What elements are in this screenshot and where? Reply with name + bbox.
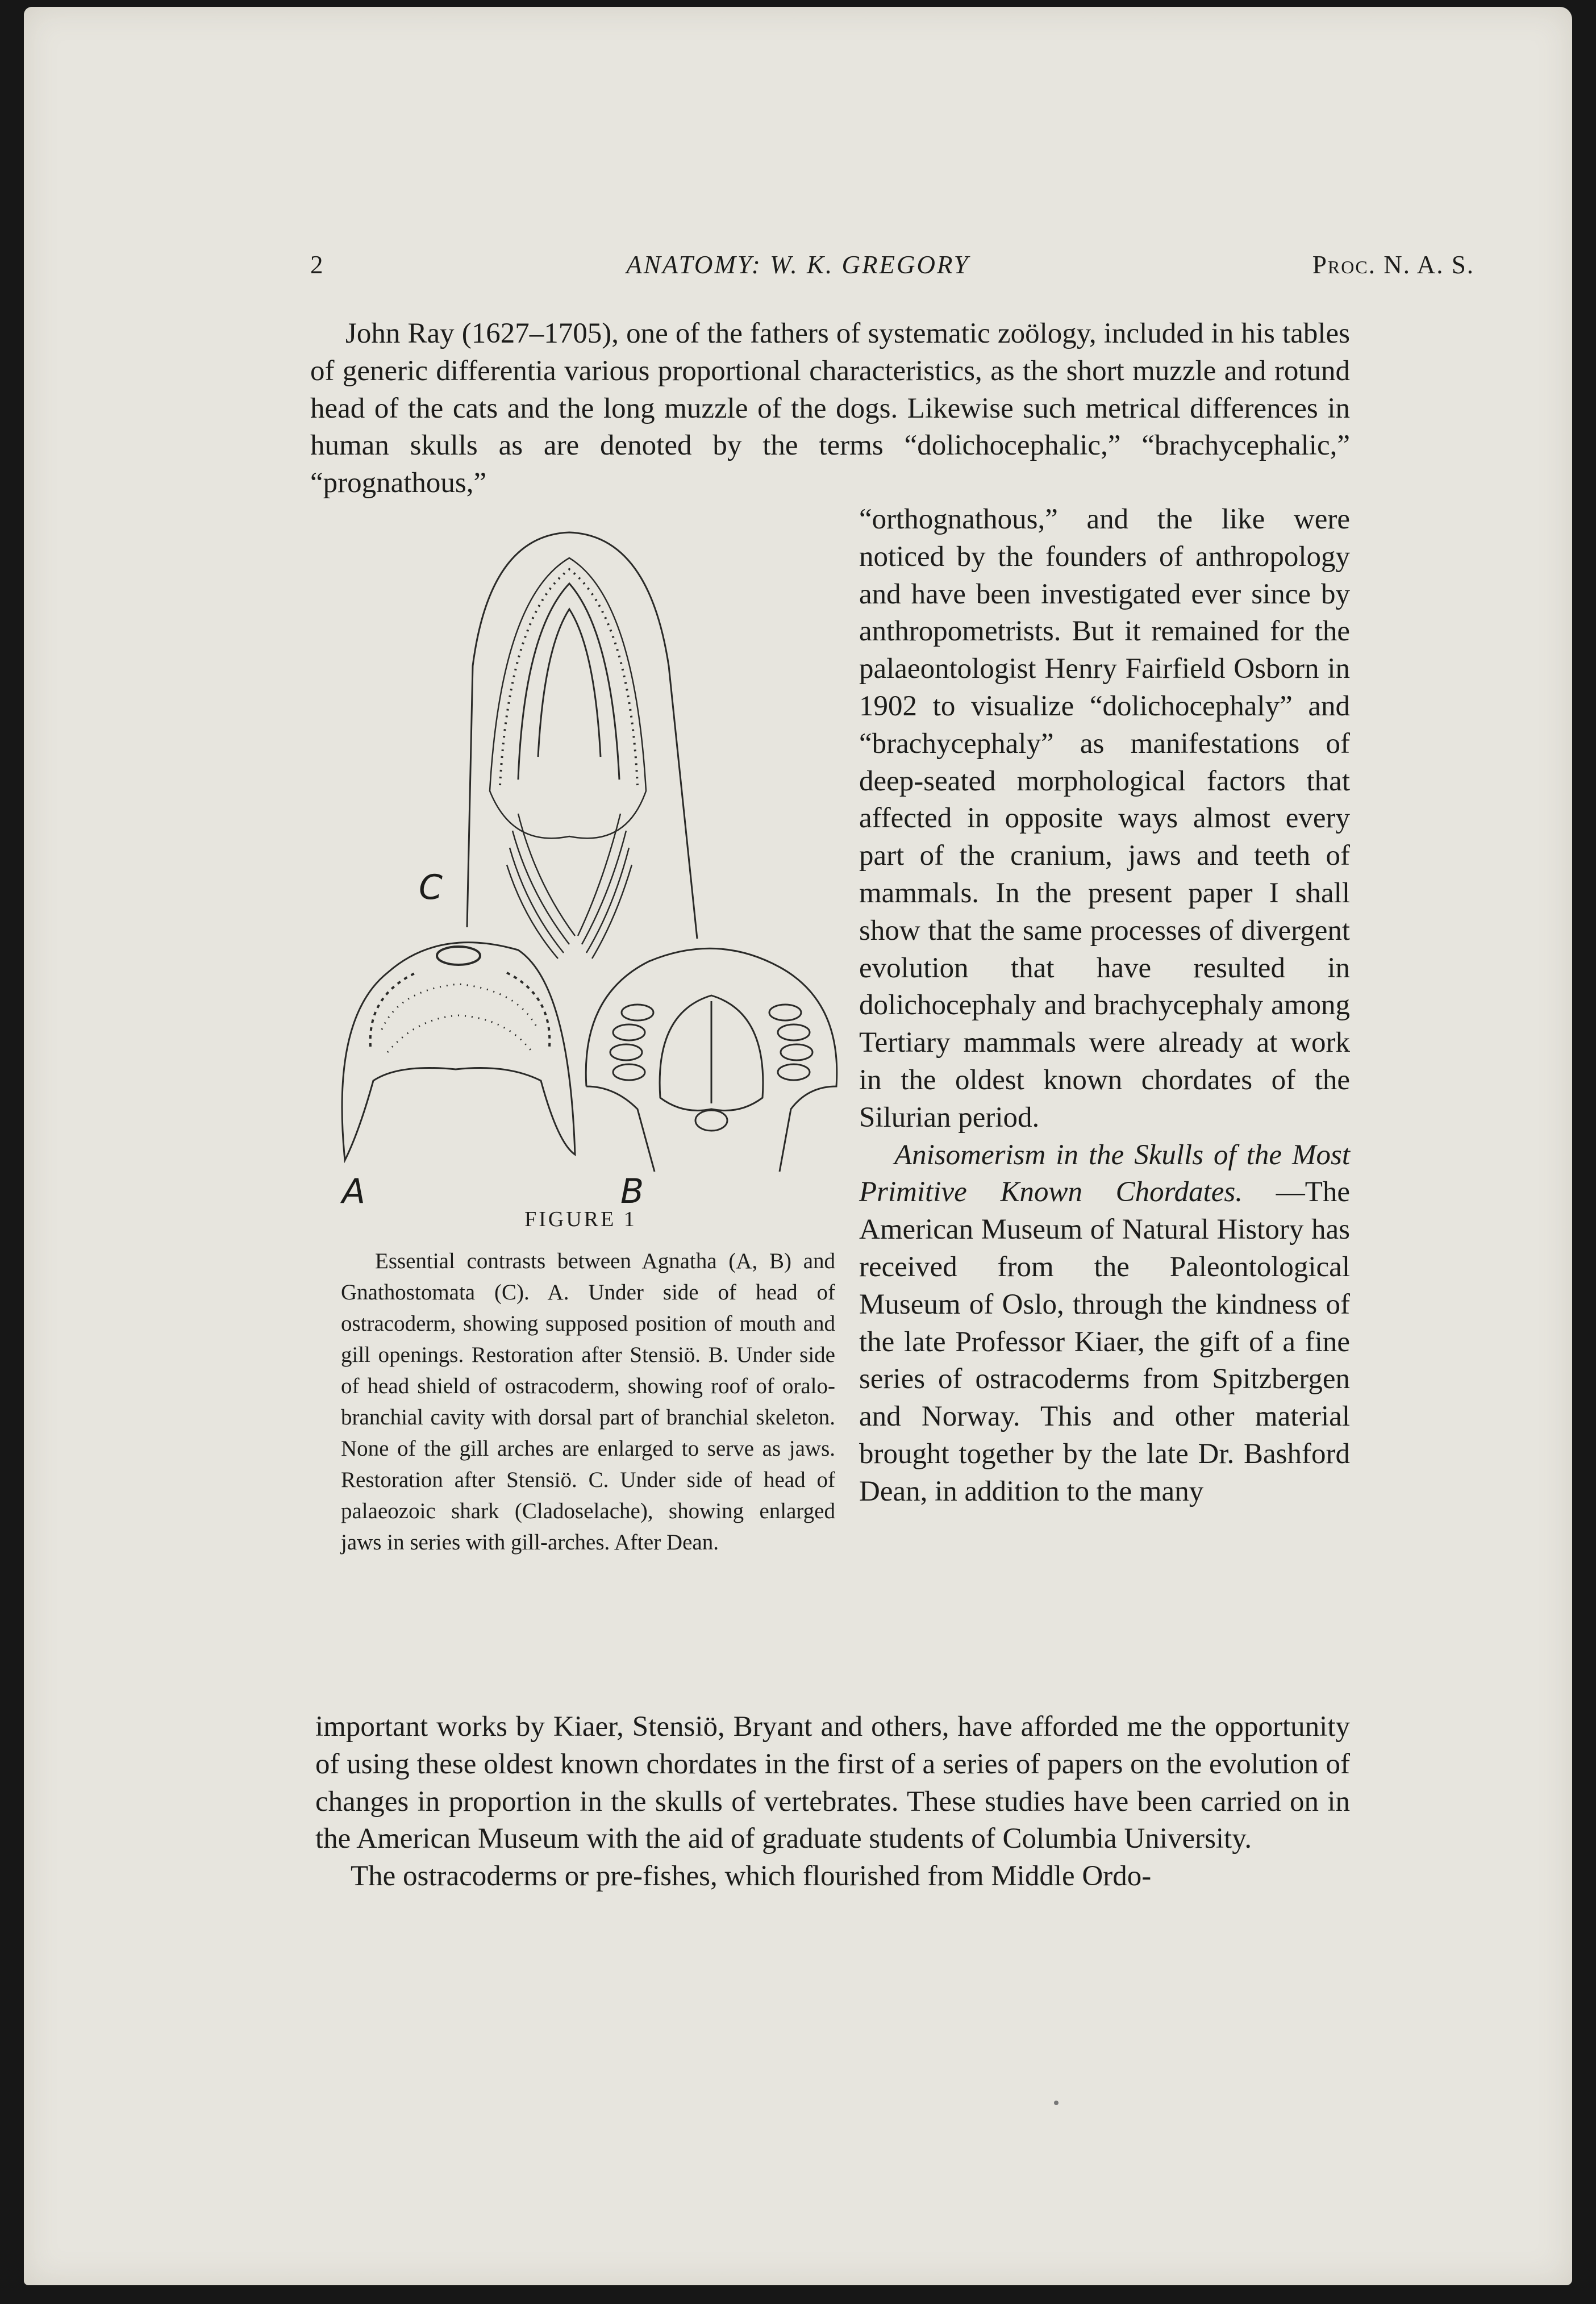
shark-gill-arches [507, 814, 632, 959]
bottom-text [315, 1709, 1350, 1895]
paragraph-1-top: John Ray (1627–1705), one of the fathers of systematic zoölogy, included in his tables of generic differentia various proportional characteristics, as the short muzzle and rotund head of the cats and the long muzzle of the dogs. Likewise such metrical differences in human skulls as are denoted by the terms “dolichocephalic,” “brachycephalic,” “prognathous,” [310, 318, 1350, 499]
journal-abbrev: Proc. N. A. S. [1312, 251, 1474, 279]
running-title: ANATOMY: W. K. GREGORY [626, 251, 970, 279]
figure-label-b: B [620, 1172, 644, 1211]
shark-jaw-inner [518, 584, 619, 780]
paragraph-3-start: The ostracoderms or pre-fishes, which flourished from Middle Ordo- [351, 1860, 1152, 1893]
figure-label-c: C [419, 868, 443, 907]
figure-1 [319, 518, 842, 1211]
shark-head-outline [467, 532, 697, 939]
paragraph-2-text: —The American Museum of Natural History has received from the Paleontological Museum of Oslo, through the kindness of the late Professor Kiaer, the gift of a fine series of ostracoderms from Spitzbergen and Norway. This and other material brought together by the late Dr. Bashford Dean, in addition to the many [859, 1176, 1350, 1507]
figure-caption: Essential contrasts between Agnatha (A, B) and Gnathostomata (C). A. Under side of head of ostracoderm, showing supposed position of mouth and gill openings. Restoration after Stensiö. B. Under side of head shield of ostracoderm, showing roof of oralo-branchial cavity with dorsal part of branchial skeleton. None of the gill arches are enlarged to serve as jaws. Restoration after Stensiö. C. Under side of head of palaeozoic shark (Cladoselache), showing enlarged jaws in series with gill-arches. After Dean. [341, 1249, 835, 1555]
paragraph-1-continuation: “orthognathous,” and the like were noticed by the founders of anthropology and have been investigated ever since by anthropometrists. But it remained for the palaeontologist Henry Fairfield Osborn in 1902 to visualize “dolichocephaly” and “brachycephaly” as manifestations of deep-seated morphological factors that affected in opposite ways almost every part of the cranium, jaws and teeth of mammals. In the present paper I shall show that the same processes of divergent evolution that have resulted in dolichocephaly and brachycephaly among Tertiary mammals were already at work in the oldest known chordates of the Silurian period. [859, 503, 1350, 1134]
paragraph-2-start [859, 1137, 1350, 1511]
page-number: 2 [310, 251, 324, 279]
figure-title: FIGURE 1 [524, 1207, 637, 1231]
figure-1-drawing [319, 518, 842, 1211]
page [24, 7, 1572, 2285]
shark-jaw-outer [490, 558, 646, 838]
right-column [859, 501, 1350, 1511]
figure-label-a: A [342, 1172, 366, 1211]
section-heading: Anisomerism in the Skulls of the Most Primitive Known Chordates. [859, 1139, 1350, 1209]
paragraph-2-end: important works by Kiaer, Stensiö, Bryant and others, have afforded me the opportunity of using these oldest known chordates in the first of a series of papers on the evolution of changes in proportion in the skulls of vertebrates. These studies have been carried on in the American Museum with the aid of graduate students of Columbia University. [315, 1711, 1350, 1855]
ostracoderm-a-mouth [437, 947, 480, 965]
running-header [24, 250, 1572, 290]
page-speck [1054, 2101, 1059, 2105]
ostracoderm-a-outline [342, 943, 575, 1160]
